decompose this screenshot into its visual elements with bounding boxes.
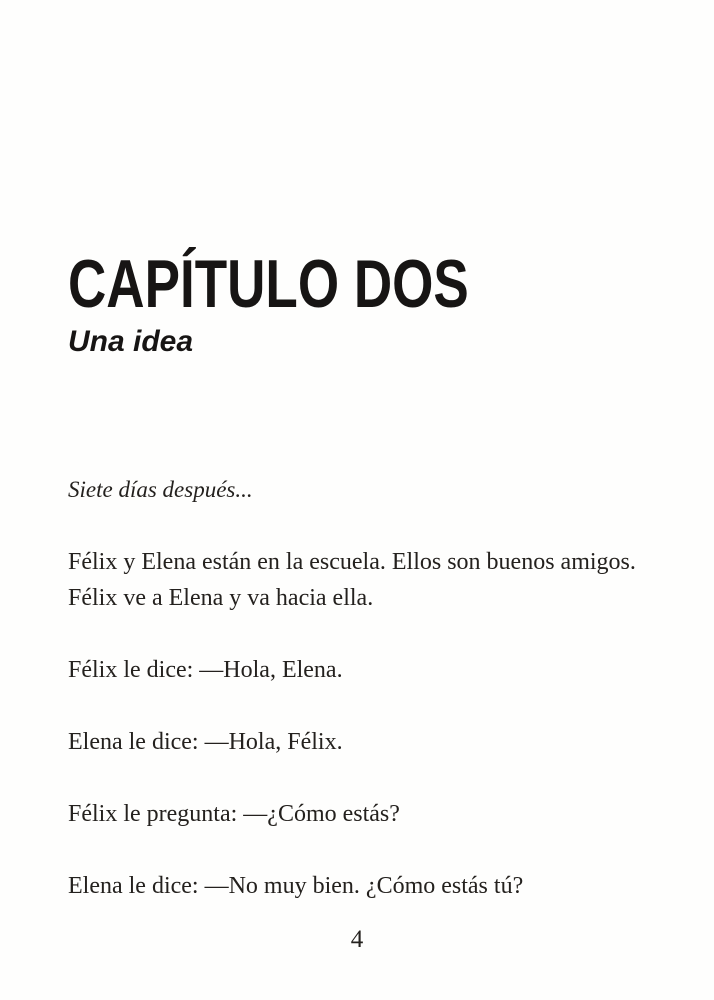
paragraph-dialogue-felix-greeting: Félix le dice: —Hola, Elena. [68,657,343,683]
chapter-title: CAPÍTULO DOS [68,246,469,322]
chapter-header [68,246,582,359]
body-text [68,472,646,940]
chapter-subtitle: Una idea [68,325,194,358]
page-footer [0,926,714,954]
paragraph-dialogue-elena-greeting: Elena le dice: —Hola, Félix. [68,729,343,755]
intro-line: Siete días después... [68,477,253,502]
paragraph-narration: Félix y Elena están en la escuela. Ellos son buenos amigos. Félix ve a Elena y va hacia ella. [68,549,636,611]
paragraph-dialogue-felix-question: Félix le pregunta: —¿Cómo estás? [68,801,400,827]
paragraph-dialogue-elena-reply: Elena le dice: —No muy bien. ¿Cómo estás tú? [68,873,524,899]
page-number: 4 [350,926,364,953]
